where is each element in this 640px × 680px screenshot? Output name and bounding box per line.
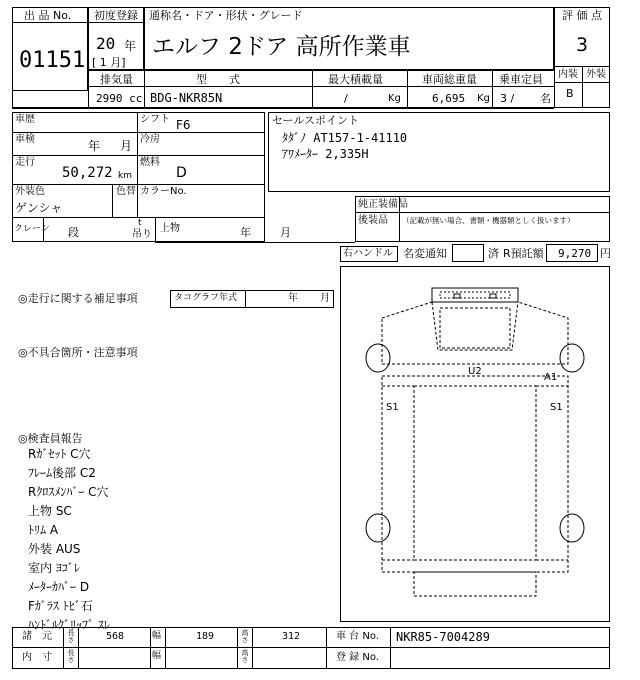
mark-s1-right: S1 — [550, 402, 563, 413]
upper-label: 上物 — [160, 223, 180, 234]
defects-label: ◎不具合箇所・注意事項 — [18, 346, 138, 359]
mileage-unit: km — [118, 171, 132, 181]
dimensions-box — [12, 627, 610, 669]
max-load-unit: Kg — [388, 93, 401, 104]
tachograph-label: タコグラフ年式 — [174, 293, 238, 303]
first-reg-year-unit: 年 — [124, 39, 137, 53]
upper-year: 年 — [240, 226, 251, 239]
exterior-label: 外装 — [586, 69, 606, 80]
rear-right-wheel — [560, 514, 584, 542]
model: BDG-NKR85N — [150, 91, 223, 105]
displacement-label: 排気量 — [100, 73, 133, 86]
grade-label: 評 価 点 — [562, 9, 602, 22]
crane-stage: 段 — [68, 226, 79, 239]
inspector-report-line: 室内 ﾖｺﾞﾚ — [28, 561, 80, 575]
inspector-report-line: Rｸﾛｽﾒﾝﾊﾞｰ C穴 — [28, 485, 109, 499]
capacity-unit: 名 — [540, 92, 551, 105]
cab-outline — [382, 302, 568, 364]
length-label: 長さ — [67, 629, 75, 643]
shift-label: シフト — [140, 114, 170, 125]
truck-diagram — [340, 266, 610, 622]
color-label: 外装色 — [15, 186, 45, 197]
height-label: 高さ — [241, 629, 249, 643]
recycle-unit: 円 — [600, 247, 611, 260]
interior-length-label: 長さ — [67, 649, 75, 663]
capacity: 3 / — [500, 92, 515, 105]
color-change-label: 色替 — [116, 186, 136, 197]
bed-inner — [414, 386, 536, 560]
grade-value: 3 — [576, 34, 589, 56]
tachograph-month: 月 — [320, 293, 330, 304]
length-value: 568 — [106, 631, 125, 642]
rhd-label: 右ハンドル — [343, 248, 393, 259]
first-reg-label: 初度登録 — [94, 9, 138, 22]
cab-roof — [440, 308, 510, 348]
inspector-report-line: ﾒｰﾀｰｶﾊﾞｰ D — [28, 580, 90, 594]
mark-s1-left: S1 — [386, 402, 399, 413]
mark-a1: A1 — [544, 372, 558, 383]
inspection-label: 車検 — [15, 134, 35, 145]
mileage-label: 走行 — [15, 157, 35, 168]
aftermarket-note: （記載が無い場合、書類・機器類としく扱います） — [402, 216, 575, 225]
chassis-label: 車 台 No. — [336, 631, 379, 642]
roof-inner — [440, 292, 510, 298]
lot-number: 01151 — [19, 48, 86, 73]
roof-outline — [432, 288, 518, 302]
aftermarket-label: 後装品 — [358, 215, 388, 226]
vehicle-name: エルフ 2ドア 高所作業車 — [152, 34, 411, 60]
model-label: 型 式 — [196, 73, 240, 86]
fuel-label: 燃料 — [140, 157, 160, 168]
max-load-label: 最大積載量 — [328, 73, 383, 86]
tachograph-year: 年 — [288, 293, 298, 304]
crane-lift: 吊り — [132, 229, 152, 240]
sales-points-label: セールスポイント — [272, 114, 360, 127]
inspector-report-line: ﾌﾚｰﾑ後部 C2 — [28, 466, 96, 480]
interior-height-label: 高さ — [241, 649, 249, 663]
color-number-label: カラーNo. — [140, 186, 187, 197]
bed-outline — [382, 376, 568, 572]
width-value: 189 — [196, 631, 215, 642]
crane-t: t — [138, 218, 142, 228]
gross-weight: 6,695 — [432, 92, 466, 105]
color-value: ゲンシャ — [15, 201, 63, 215]
first-reg-month: [ 1 月] — [92, 56, 126, 69]
inspection-month: 月 — [120, 139, 133, 153]
width-label: 幅 — [152, 631, 162, 641]
gross-weight-unit: Kg — [477, 93, 490, 104]
recycle-deposit: 9,270 — [558, 247, 592, 260]
interior-label: 内装 — [558, 69, 578, 80]
rear-panel — [414, 572, 536, 596]
interior-width-label: 幅 — [152, 651, 162, 661]
first-reg-year: 20 — [96, 34, 116, 53]
lot-label: 出 品 No. — [24, 9, 72, 22]
front-left-wheel — [366, 344, 390, 372]
inspector-report-label: ◎検査員報告 — [18, 432, 83, 445]
recycle-deposit-label: R預託額 — [503, 247, 544, 260]
vehicle-name-label: 通称名・ドア・形状・グレード — [149, 9, 303, 22]
spec-label: 諸 元 — [22, 631, 52, 642]
chassis-number: NKR85-7004289 — [396, 630, 490, 644]
registration-label: 登 録 No. — [336, 652, 379, 663]
inspector-report-line: Fｶﾞﾗｽ ﾄﾋﾞ石 — [28, 599, 93, 613]
recycle-label: 済 — [488, 247, 499, 260]
capacity-label: 乗車定員 — [499, 73, 543, 86]
inspector-report-line: Rｶﾞｾｯﾄ C穴 — [28, 447, 91, 461]
front-right-wheel — [560, 344, 584, 372]
gross-weight-label: 車両総重量 — [422, 73, 477, 86]
name-change-box — [452, 244, 484, 262]
inspector-report-line: 上物 SC — [28, 504, 72, 518]
shift-value: F6 — [176, 118, 191, 132]
max-load: / — [344, 92, 348, 105]
sales-point-line-1: ﾀﾀﾞﾉ AT157-1-41110 — [282, 131, 408, 145]
interior-value: B — [566, 87, 574, 100]
genuine-equipment-label: 純正装備品 — [358, 199, 408, 210]
sales-point-line-2: ｱﾜﾒｰﾀｰ 2,335H — [282, 147, 369, 161]
mark-u2: U2 — [468, 366, 482, 377]
interior-dim-label: 内 寸 — [22, 652, 52, 663]
mileage-value: 50,272 — [62, 165, 113, 181]
rear-left-wheel — [366, 514, 390, 542]
windshield — [432, 302, 518, 350]
inspector-report-line: ﾄﾘﾑ A — [28, 523, 59, 537]
driving-notes-label: ◎走行に関する補足事項 — [18, 292, 138, 305]
history-label: 車歴 — [15, 114, 35, 125]
aircon-label: 冷房 — [140, 134, 160, 145]
crane-label: クレーン — [14, 224, 50, 234]
upper-month: 月 — [280, 226, 291, 239]
name-change-label: 名変通知 — [403, 247, 447, 260]
fuel-value: D — [176, 165, 187, 181]
inspector-report-line: 外装 AUS — [28, 542, 81, 556]
height-value: 312 — [282, 631, 301, 642]
inspection-year: 年 — [88, 139, 101, 153]
displacement: 2990 cc — [96, 92, 143, 105]
inspector-report-line: ﾊﾝﾄﾞﾙｸﾞﾘｯﾌﾟ ｽﾚ — [28, 618, 110, 632]
